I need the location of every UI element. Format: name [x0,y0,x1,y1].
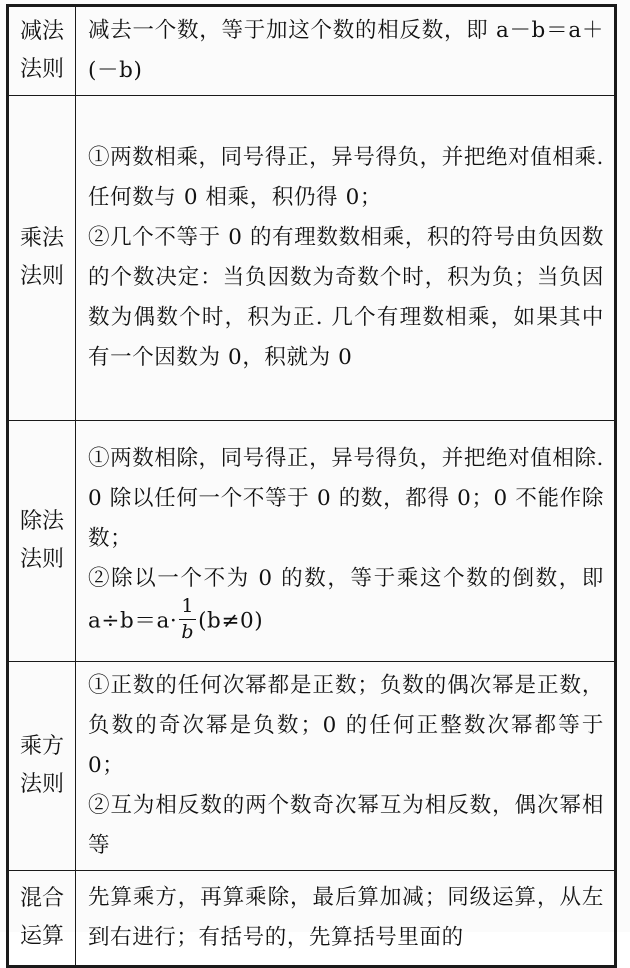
row-content [76,871,616,967]
rule-text: 先算乘方，再算乘除，最后算加减；同级运算，从左到右进行；有括号的，先算括号里面的 [88,885,604,950]
row-label [8,421,76,662]
row-label [8,662,76,871]
label-line: 除法 [19,509,64,534]
table-row [8,421,616,662]
label-line: 混合 [19,886,64,911]
row-label [8,6,76,96]
rules-table [6,4,617,968]
formula-condition: (b≠0) [198,608,264,633]
fraction-denominator: b [181,620,195,643]
rule-paragraph: ①正数的任何次幂都是正数；负数的偶次幂是正数，负数的奇次幂是负数；0 的任何正整数次幂都等于 0； [88,673,604,778]
row-content [76,6,616,96]
rule-text: 减去一个数，等于加这个数的相反数，即 a－b＝a＋(－b) [88,18,604,83]
table-row [8,96,616,421]
row-label [8,96,76,421]
table-row [8,662,616,871]
table-row [8,6,616,96]
rule-paragraph [88,559,604,644]
row-content [76,662,616,871]
rule-paragraph: ①两数相乘，同号得正，异号得负，并把绝对值相乘. 任何数与 0 相乘，积仍得 0； [88,145,604,210]
formula-lead: ②除以一个不为 0 的数，等于乘这个数的倒数，即 a÷b＝a· [88,565,604,633]
table-row [8,871,616,967]
label-line: 法则 [19,57,64,82]
rule-paragraph: ②互为相反数的两个数奇次幂互为相反数，偶次幂相等 [88,793,604,858]
row-content [76,96,616,421]
rule-paragraph: ②几个不等于 0 的有理数数相乘，积的符号由负因数的个数决定：当负因数为奇数个时，积为负；当负因数为偶数个时，积为正. 几个有理数相乘，如果其中有一个因数为 0，积就为 0 [88,225,604,370]
fraction [179,594,196,643]
rule-paragraph: ①两数相除，同号得正，异号得负，并把绝对值相除. 0 除以任何一个不等于 0 的数，都得 0；0 不能作除数； [88,445,604,551]
label-line: 运算 [19,924,64,949]
label-line: 法则 [19,772,64,797]
fraction-numerator: 1 [179,597,196,620]
label-line: 乘法 [19,226,64,251]
label-line: 法则 [19,547,64,572]
label-line: 减法 [19,19,64,44]
row-content [76,421,616,662]
label-line: 乘方 [19,734,64,759]
row-label [8,871,76,967]
label-line: 法则 [19,264,64,289]
